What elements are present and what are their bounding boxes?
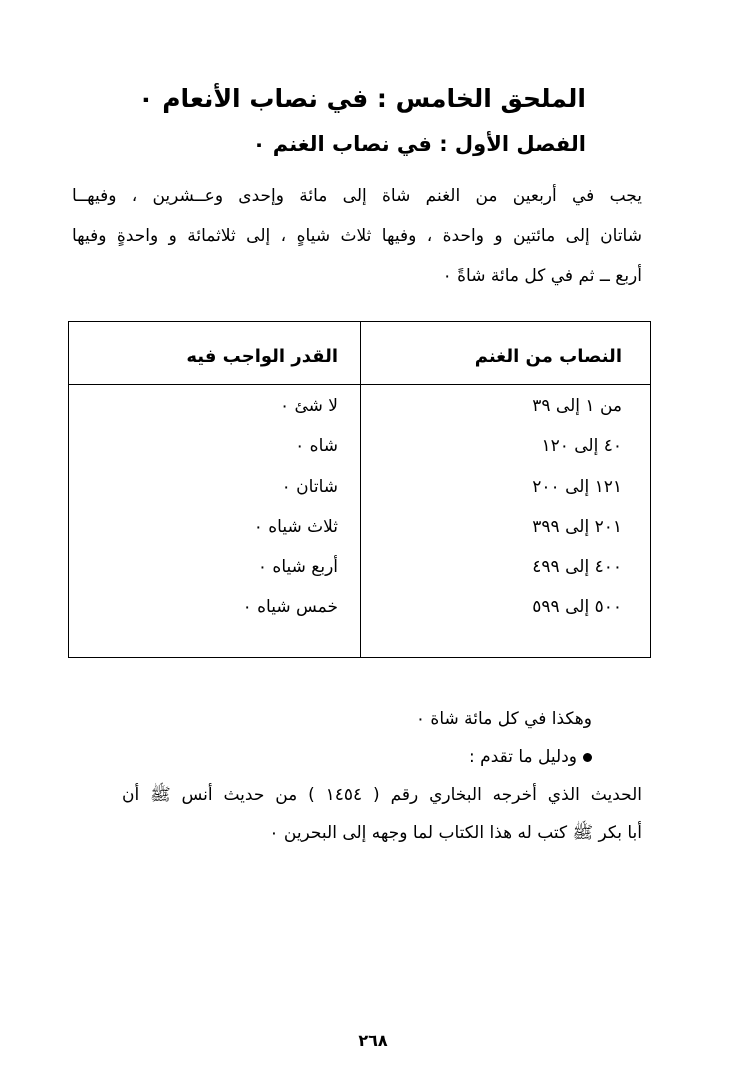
- intro-line: شاتان إلى مائتين و واحدة ، وفيها ثلاث شياهٍ ، إلى ثلاثمائة و واحدةٍ وفيها: [72, 226, 642, 246]
- header-wajib: القدر الواجب فيه: [186, 346, 338, 367]
- intro-paragraph: [72, 176, 642, 296]
- table-cell-wajib: شاتان ٠: [281, 477, 338, 497]
- intro-line: أربع ــ ثم في كل مائة شاةً ٠: [442, 266, 642, 286]
- table-cell-nisab: ٥٠٠ إلى ٥٩٩: [532, 597, 622, 617]
- table-cell-wajib: لا شئ ٠: [279, 396, 338, 416]
- evidence-heading-text: ودليل ما تقدم :: [469, 747, 577, 767]
- table-cell-nisab: ٤٠٠ إلى ٤٩٩: [532, 557, 622, 577]
- nisab-table: [68, 321, 651, 658]
- wajib-column: [69, 322, 360, 657]
- hadith-line: أبا بكر ﷺ كتب له هذا الكتاب لما وجهه إلى البحرين ٠: [269, 823, 642, 843]
- hadith-line: الحديث الذي أخرجه البخاري رقم ( ١٤٥٤ ) من حديث أنس ﷺ أن: [122, 785, 642, 805]
- chapter-title: الفصل الأول : في نصاب الغنم ٠: [252, 132, 586, 156]
- summary-line: وهكذا في كل مائة شاة ٠: [415, 709, 592, 729]
- table-cell-nisab: ٢٠١ إلى ٣٩٩: [532, 517, 622, 537]
- table-cell-wajib: أربع شياه ٠: [257, 557, 338, 577]
- bullet-icon: [583, 753, 592, 762]
- after-table-text: [42, 700, 642, 852]
- evidence-heading: [42, 738, 592, 776]
- intro-line: يجب في أربعين من الغنم شاة إلى مائة وإحدى وعــشرين ، وفيهــا: [72, 186, 642, 206]
- table-cell-nisab: من ١ إلى ٣٩: [532, 396, 622, 416]
- table-cell-wajib: ثلاث شياه ٠: [253, 517, 338, 537]
- table-cell-wajib: خمس شياه ٠: [242, 597, 338, 617]
- table-cell-wajib: شاه ٠: [295, 436, 338, 456]
- table-cell-nisab: ٤٠ إلى ١٢٠: [541, 436, 622, 456]
- header-nisab: النصاب من الغنم: [474, 346, 622, 367]
- page-number: ٢٦٨: [358, 1031, 388, 1050]
- appendix-title: الملحق الخامس : في نصاب الأنعام ٠: [138, 84, 586, 113]
- nisab-column: [359, 322, 650, 657]
- table-cell-nisab: ١٢١ إلى ٢٠٠: [532, 477, 622, 497]
